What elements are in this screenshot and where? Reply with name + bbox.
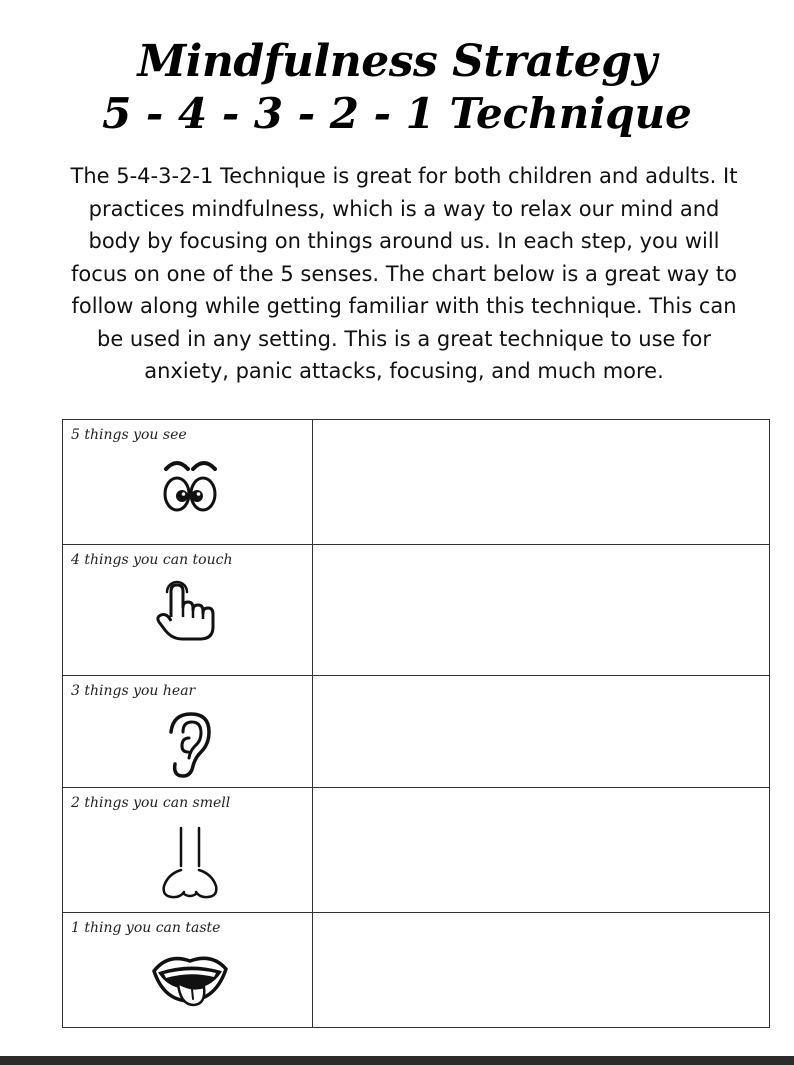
sense-row-see: [63, 420, 770, 545]
sense-label-cell: [63, 545, 313, 676]
sense-row-smell: [63, 788, 770, 913]
sense-label-taste: 1 thing you can taste: [71, 920, 221, 936]
senses-chart: [62, 419, 770, 1028]
sense-label-hear: 3 things you hear: [71, 683, 196, 699]
sense-response-see[interactable]: [313, 420, 770, 545]
nose-icon: [154, 824, 226, 904]
sense-row-touch: [63, 545, 770, 676]
sense-label-cell: [63, 913, 313, 1028]
sense-response-touch[interactable]: [313, 545, 770, 676]
sense-response-hear[interactable]: [313, 676, 770, 788]
bottom-bar: [0, 1056, 794, 1065]
sense-label-cell: [63, 676, 313, 788]
sense-label-see: 5 things you see: [71, 427, 187, 443]
sense-row-hear: [63, 676, 770, 788]
sense-label-smell: 2 things you can smell: [71, 795, 231, 811]
title-line-1: Mindfulness Strategy: [137, 36, 657, 87]
intro-paragraph: The 5-4-3-2-1 Technique is great for both children and adults. It practices mindfulness, which is a way to relax our mind and body by focusing on things around us. In each step, you will focus on one of the 5 senses. The chart below is a great way to follow along while getting familiar with this technique. This can be used in any setting. This is a great technique to use for anxiety, panic attacks, focusing, and much more.: [70, 164, 738, 383]
ear-icon: [163, 708, 213, 780]
sense-label-touch: 4 things you can touch: [71, 552, 233, 568]
mouth-icon: [150, 951, 230, 1013]
title-line-2: 5 - 4 - 3 - 2 - 1 Technique: [102, 89, 692, 138]
sense-row-taste: [63, 913, 770, 1028]
sense-label-cell: [63, 788, 313, 913]
eyes-icon: [160, 454, 220, 516]
sense-label-cell: [63, 420, 313, 545]
sense-response-smell[interactable]: [313, 788, 770, 913]
pointing-hand-icon: [156, 577, 222, 643]
sense-response-taste[interactable]: [313, 913, 770, 1028]
